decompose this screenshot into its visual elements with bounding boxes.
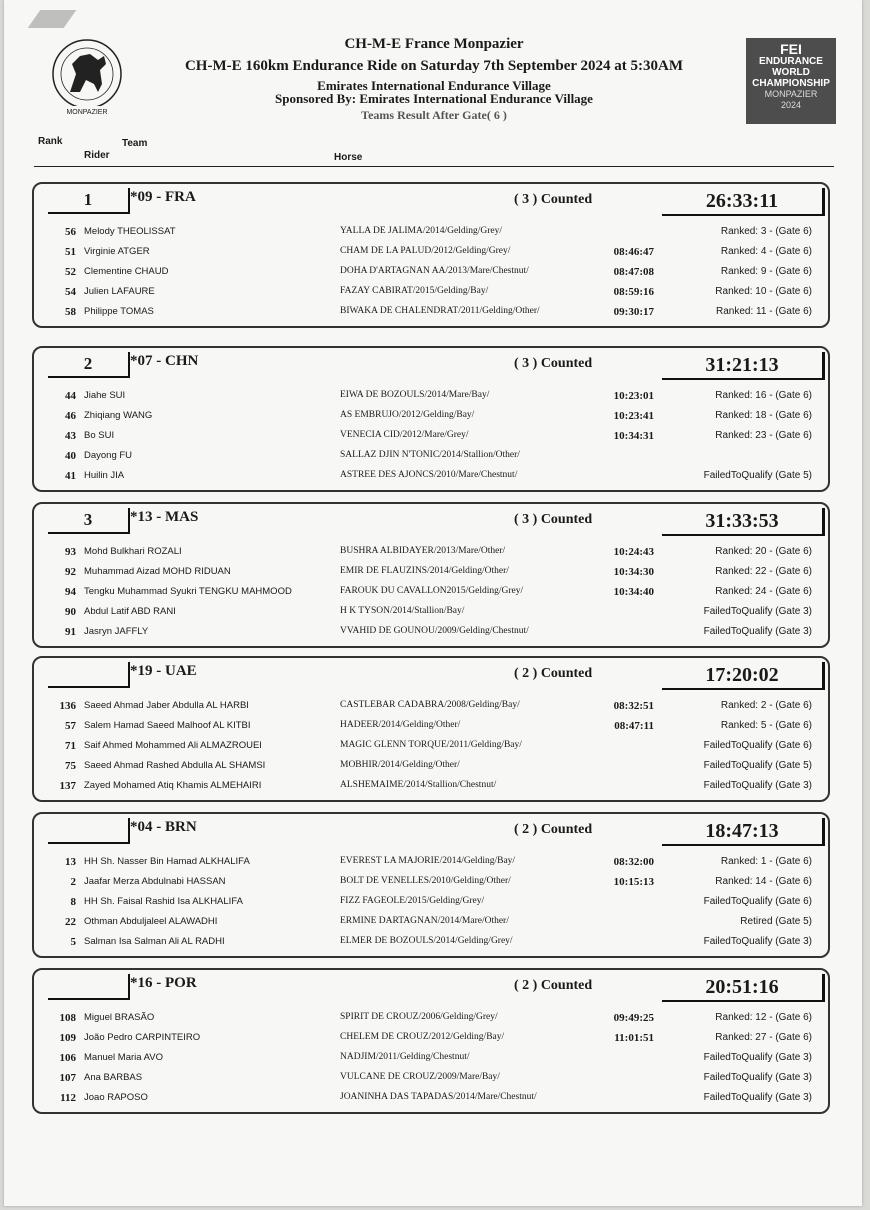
rider-number: 106: [59, 1052, 76, 1064]
rider-number: 58: [65, 306, 76, 318]
fei-logo-year: 2024: [780, 100, 802, 110]
horse-name: MAGIC GLENN TORQUE/2011/Gelding/Bay/: [340, 740, 522, 750]
rider-result: Ranked: 22 - (Gate 6): [715, 566, 812, 577]
rider-row: [34, 282, 828, 302]
horse-name: VENECIA CID/2012/Mare/Grey/: [340, 430, 469, 440]
folded-corner: [28, 10, 77, 28]
team-block: [32, 968, 830, 1114]
col-rank: Rank: [38, 136, 63, 147]
rider-number: 94: [65, 586, 76, 598]
horse-name: FAROUK DU CAVALLON2015/Gelding/Grey/: [340, 586, 524, 596]
rider-result: FailedToQualify (Gate 3): [703, 1092, 812, 1103]
rider-row: [34, 386, 828, 406]
team-counted: ( 2 ) Counted: [514, 822, 593, 837]
results-sheet: [4, 0, 862, 1206]
rider-number: 54: [65, 286, 76, 298]
horse-name: BIWAKA DE CHALENDRAT/2011/Gelding/Other/: [340, 306, 540, 316]
rider-number: 51: [65, 246, 76, 258]
team-block: [32, 656, 830, 802]
rider-name: Melody THEOLISSAT: [84, 226, 176, 237]
rider-number: 40: [65, 450, 76, 462]
rider-row: [34, 736, 828, 756]
horse-name: EIWA DE BOZOULS/2014/Mare/Bay/: [340, 390, 490, 400]
rider-row: [34, 872, 828, 892]
rider-name: Jiahe SUI: [84, 390, 126, 401]
rider-name: Clementine CHAUD: [84, 266, 169, 277]
ride-time: 10:15:13: [613, 876, 654, 888]
rider-name: Saeed Ahmad Jaber Abdulla AL HARBI: [84, 700, 249, 711]
result-stage: Teams Result After Gate( 6 ): [361, 108, 507, 122]
rider-row: [34, 1008, 828, 1028]
rider-result: Ranked: 11 - (Gate 6): [716, 306, 812, 317]
fei-logo-line: WORLD: [772, 67, 810, 78]
rider-name: Miguel BRASÃO: [84, 1012, 155, 1023]
rider-result: Ranked: 14 - (Gate 6): [715, 876, 812, 887]
logo-bottom-text: MONPAZIER: [66, 109, 108, 116]
team-total-time: 31:33:53: [662, 508, 825, 536]
team-block: [32, 346, 830, 492]
championship-horse-logo: [42, 34, 132, 118]
team-rank: [48, 974, 130, 1000]
rider-row: [34, 602, 828, 622]
horse-name: EMIR DE FLAUZINS/2014/Gelding/Other/: [340, 566, 509, 576]
rider-result: Ranked: 18 - (Gate 6): [715, 410, 812, 421]
rider-name: Dayong FU: [84, 450, 133, 461]
rider-row: [34, 466, 828, 486]
rider-row: [34, 852, 828, 872]
rider-number: 137: [59, 780, 76, 792]
rider-name: Ana BARBAS: [84, 1072, 143, 1083]
rider-row: [34, 1048, 828, 1068]
rider-row: [34, 716, 828, 736]
rider-name: Abdul Latif ABD RANI: [84, 606, 176, 617]
rider-result: FailedToQualify (Gate 3): [703, 626, 812, 637]
rider-row: [34, 776, 828, 796]
ride-time: 10:34:30: [613, 566, 654, 578]
rider-number: 108: [59, 1012, 76, 1024]
rider-row: [34, 426, 828, 446]
rider-result: Ranked: 1 - (Gate 6): [720, 856, 812, 867]
ride-time: 08:59:16: [613, 286, 654, 298]
rider-number: 56: [65, 226, 76, 238]
rider-row: [34, 242, 828, 262]
rider-number: 5: [70, 936, 76, 948]
team-name: *19 - UAE: [130, 663, 197, 679]
rider-name: Philippe TOMAS: [84, 306, 154, 317]
col-team: Team: [122, 138, 148, 149]
rider-row: [34, 1068, 828, 1088]
rider-result: Ranked: 3 - (Gate 6): [720, 226, 812, 237]
fei-logo-location: MONPAZIER: [764, 89, 818, 99]
team-total-time: 20:51:16: [662, 974, 825, 1002]
rider-result: FailedToQualify (Gate 3): [703, 780, 812, 791]
rider-name: HH Sh. Nasser Bin Hamad ALKHALIFA: [84, 856, 250, 867]
sponsor: Sponsored By: Emirates International Endurance Village: [275, 91, 593, 106]
rider-name: Saeed Ahmad Rashed Abdulla AL SHAMSI: [84, 760, 266, 771]
fei-mark: FEI: [780, 41, 802, 57]
horse-name: ERMINE DARTAGNAN/2014/Mare/Other/: [340, 916, 509, 926]
rider-number: 44: [65, 390, 76, 402]
horse-name: AS EMBRUJO/2012/Gelding/Bay/: [340, 410, 475, 420]
rider-number: 13: [65, 856, 76, 868]
rider-number: 136: [59, 700, 76, 712]
rider-row: [34, 1028, 828, 1048]
ride-time: 08:32:00: [613, 856, 654, 868]
horse-name: DOHA D'ARTAGNAN AA/2013/Mare/Chestnut/: [340, 266, 529, 276]
rider-name: Zayed Mohamed Atiq Khamis ALMEHAIRI: [84, 780, 262, 791]
rider-row: [34, 756, 828, 776]
team-name: *07 - CHN: [130, 353, 199, 369]
rider-result: Ranked: 5 - (Gate 6): [720, 720, 812, 731]
rider-name: João Pedro CARPINTEIRO: [84, 1032, 201, 1043]
rider-result: Ranked: 10 - (Gate 6): [715, 286, 812, 297]
rider-result: FailedToQualify (Gate 5): [703, 760, 812, 771]
rider-name: Jaafar Merza Abdulnabi HASSAN: [84, 876, 226, 887]
ride-time: 10:23:01: [613, 390, 654, 402]
horse-name: SPIRIT DE CROUZ/2006/Gelding/Grey/: [340, 1012, 498, 1022]
rider-name: Salem Hamad Saeed Malhoof AL KITBI: [84, 720, 251, 731]
fei-logo-line: CHAMPIONSHIP: [752, 78, 830, 89]
horse-name: NADJIM/2011/Gelding/Chestnut/: [340, 1052, 470, 1062]
rider-row: [34, 562, 828, 582]
rider-result: FailedToQualify (Gate 3): [703, 936, 812, 947]
rider-result: Ranked: 12 - (Gate 6): [715, 1012, 812, 1023]
horse-name: HADEER/2014/Gelding/Other/: [340, 720, 461, 730]
horse-name: ALSHEMAIME/2014/Stallion/Chestnut/: [340, 780, 497, 790]
team-counted: ( 3 ) Counted: [514, 356, 593, 371]
horse-name: BOLT DE VENELLES/2010/Gelding/Other/: [340, 876, 511, 886]
rider-number: 46: [65, 410, 76, 422]
team-total-time: 31:21:13: [662, 352, 825, 380]
rider-result: Ranked: 23 - (Gate 6): [715, 430, 812, 441]
team-total-time: 17:20:02: [662, 662, 825, 690]
rider-number: 71: [65, 740, 76, 752]
ride-time: 09:30:17: [613, 306, 654, 318]
horse-name: VVAHID DE GOUNOU/2009/Gelding/Chestnut/: [340, 626, 529, 636]
rider-name: Mohd Bulkhari ROZALI: [84, 546, 182, 557]
team-rank: 1: [48, 188, 130, 214]
rider-result: Ranked: 27 - (Gate 6): [715, 1032, 812, 1043]
team-counted: ( 2 ) Counted: [514, 978, 593, 993]
horse-name: ASTREE DES AJONCS/2010/Mare/Chestnut/: [340, 470, 518, 480]
team-name: *09 - FRA: [130, 189, 196, 205]
venue: Emirates International Endurance Village: [317, 78, 551, 93]
rider-name: Joao RAPOSO: [84, 1092, 148, 1103]
rider-number: 2: [70, 876, 76, 888]
rider-number: 92: [65, 566, 76, 578]
rider-number: 75: [65, 760, 76, 772]
ride-time: 08:46:47: [613, 246, 654, 258]
team-rank: 3: [48, 508, 130, 534]
horse-name: SALLAZ DJIN N'TONIC/2014/Stallion/Other/: [340, 450, 520, 460]
team-name: *16 - POR: [130, 975, 197, 991]
rider-number: 43: [65, 430, 76, 442]
ride-time: 08:32:51: [613, 700, 654, 712]
horse-name: CHELEM DE CROUZ/2012/Gelding/Bay/: [340, 1032, 505, 1042]
horse-name: H K TYSON/2014/Stallion/Bay/: [340, 606, 465, 616]
team-counted: ( 3 ) Counted: [514, 512, 593, 527]
horse-name: FIZZ FAGEOLE/2015/Gelding/Grey/: [340, 896, 485, 906]
team-total-time: 18:47:13: [662, 818, 825, 846]
rider-row: [34, 542, 828, 562]
rider-row: [34, 932, 828, 952]
rider-name: Othman Abduljaleel ALAWADHI: [84, 916, 218, 927]
rider-name: Tengku Muhammad Syukri TENGKU MAHMOOD: [84, 586, 292, 597]
ride-time: 09:49:25: [613, 1012, 654, 1024]
team-name: *13 - MAS: [130, 509, 199, 525]
rider-result: Ranked: 9 - (Gate 6): [720, 266, 812, 277]
col-rider: Rider: [84, 150, 110, 161]
rider-result: FailedToQualify (Gate 3): [703, 1072, 812, 1083]
team-counted: ( 2 ) Counted: [514, 666, 593, 681]
fei-logo-line: ENDURANCE: [759, 56, 823, 67]
rider-name: Salman Isa Salman Ali AL RADHI: [84, 936, 225, 947]
team-block: [32, 812, 830, 958]
horse-name: VULCANE DE CROUZ/2009/Mare/Bay/: [340, 1072, 500, 1082]
rider-result: Ranked: 16 - (Gate 6): [715, 390, 812, 401]
rider-row: [34, 406, 828, 426]
rider-name: Saif Ahmed Mohammed Ali ALMAZROUEI: [84, 740, 262, 751]
horse-name: FAZAY CABIRAT/2015/Gelding/Bay/: [340, 286, 489, 296]
team-block: [32, 182, 830, 328]
col-horse: Horse: [334, 152, 363, 163]
rider-row: [34, 912, 828, 932]
fei-championship-logo: [746, 38, 836, 124]
rider-number: 93: [65, 546, 76, 558]
rider-number: 90: [65, 606, 76, 618]
rider-row: [34, 262, 828, 282]
header-divider: [34, 166, 834, 167]
rider-row: [34, 696, 828, 716]
rider-row: [34, 222, 828, 242]
horse-name: CASTLEBAR CADABRA/2008/Gelding/Bay/: [340, 700, 520, 710]
horse-name: EVEREST LA MAJORIE/2014/Gelding/Bay/: [340, 856, 516, 866]
rider-result: Ranked: 20 - (Gate 6): [715, 546, 812, 557]
rider-number: 57: [65, 720, 76, 732]
team-counted: ( 3 ) Counted: [514, 192, 593, 207]
rider-result: Ranked: 24 - (Gate 6): [715, 586, 812, 597]
rider-row: [34, 302, 828, 322]
rider-row: [34, 582, 828, 602]
horse-name: CHAM DE LA PALUD/2012/Gelding/Grey/: [340, 246, 511, 256]
rider-row: [34, 446, 828, 466]
horse-name: YALLA DE JALIMA/2014/Gelding/Grey/: [340, 226, 503, 236]
rider-name: Huilin JIA: [84, 470, 125, 481]
rider-row: [34, 622, 828, 642]
rider-name: Muhammad Aizad MOHD RIDUAN: [84, 566, 231, 577]
rider-name: HH Sh. Faisal Rashid Isa ALKHALIFA: [84, 896, 243, 907]
event-subtitle: CH-M-E 160km Endurance Ride on Saturday 7th September 2024 at 5:30AM: [184, 58, 684, 74]
rider-number: 22: [65, 916, 76, 928]
ride-time: 10:23:41: [613, 410, 654, 422]
rider-number: 91: [65, 626, 76, 638]
team-block: [32, 502, 830, 648]
event-title: CH-M-E France Monpazier: [344, 36, 524, 52]
horse-name: MOBHIR/2014/Gelding/Other/: [340, 760, 460, 770]
rider-row: [34, 892, 828, 912]
rider-name: Zhiqiang WANG: [84, 410, 153, 421]
ride-time: 10:34:40: [613, 586, 654, 598]
rider-result: Retired (Gate 5): [740, 916, 812, 927]
rider-result: FailedToQualify (Gate 3): [703, 606, 812, 617]
ride-time: 08:47:11: [614, 720, 654, 732]
ride-time: 08:47:08: [613, 266, 654, 278]
team-rank: 2: [48, 352, 130, 378]
ride-time: 11:01:51: [614, 1032, 654, 1044]
rider-name: Bo SUI: [84, 430, 115, 441]
horse-name: BUSHRA ALBIDAYER/2013/Mare/Other/: [340, 546, 506, 556]
rider-row: [34, 1088, 828, 1108]
team-total-time: 26:33:11: [662, 188, 825, 216]
horse-name: JOANINHA DAS TAPADAS/2014/Mare/Chestnut/: [340, 1092, 537, 1102]
team-rank: [48, 662, 130, 688]
horse-name: ELMER DE BOZOULS/2014/Gelding/Grey/: [340, 936, 513, 946]
rider-result: FailedToQualify (Gate 6): [703, 740, 812, 751]
rider-name: Julien LAFAURE: [84, 286, 155, 297]
ride-time: 10:24:43: [613, 546, 654, 558]
ride-time: 10:34:31: [613, 430, 654, 442]
rider-result: FailedToQualify (Gate 5): [703, 470, 812, 481]
rider-result: Ranked: 4 - (Gate 6): [720, 246, 812, 257]
rider-number: 52: [65, 266, 76, 278]
rider-number: 41: [65, 470, 76, 482]
rider-result: Ranked: 2 - (Gate 6): [720, 700, 812, 711]
rider-number: 8: [70, 896, 76, 908]
rider-name: Jasryn JAFFLY: [84, 626, 149, 637]
rider-number: 112: [60, 1092, 76, 1104]
rider-name: Virginie ATGER: [84, 246, 150, 257]
rider-number: 109: [59, 1032, 76, 1044]
rider-name: Manuel Maria AVO: [84, 1052, 164, 1063]
team-name: *04 - BRN: [130, 819, 197, 835]
team-rank: [48, 818, 130, 844]
rider-result: FailedToQualify (Gate 3): [703, 1052, 812, 1063]
rider-result: FailedToQualify (Gate 6): [703, 896, 812, 907]
rider-number: 107: [59, 1072, 76, 1084]
